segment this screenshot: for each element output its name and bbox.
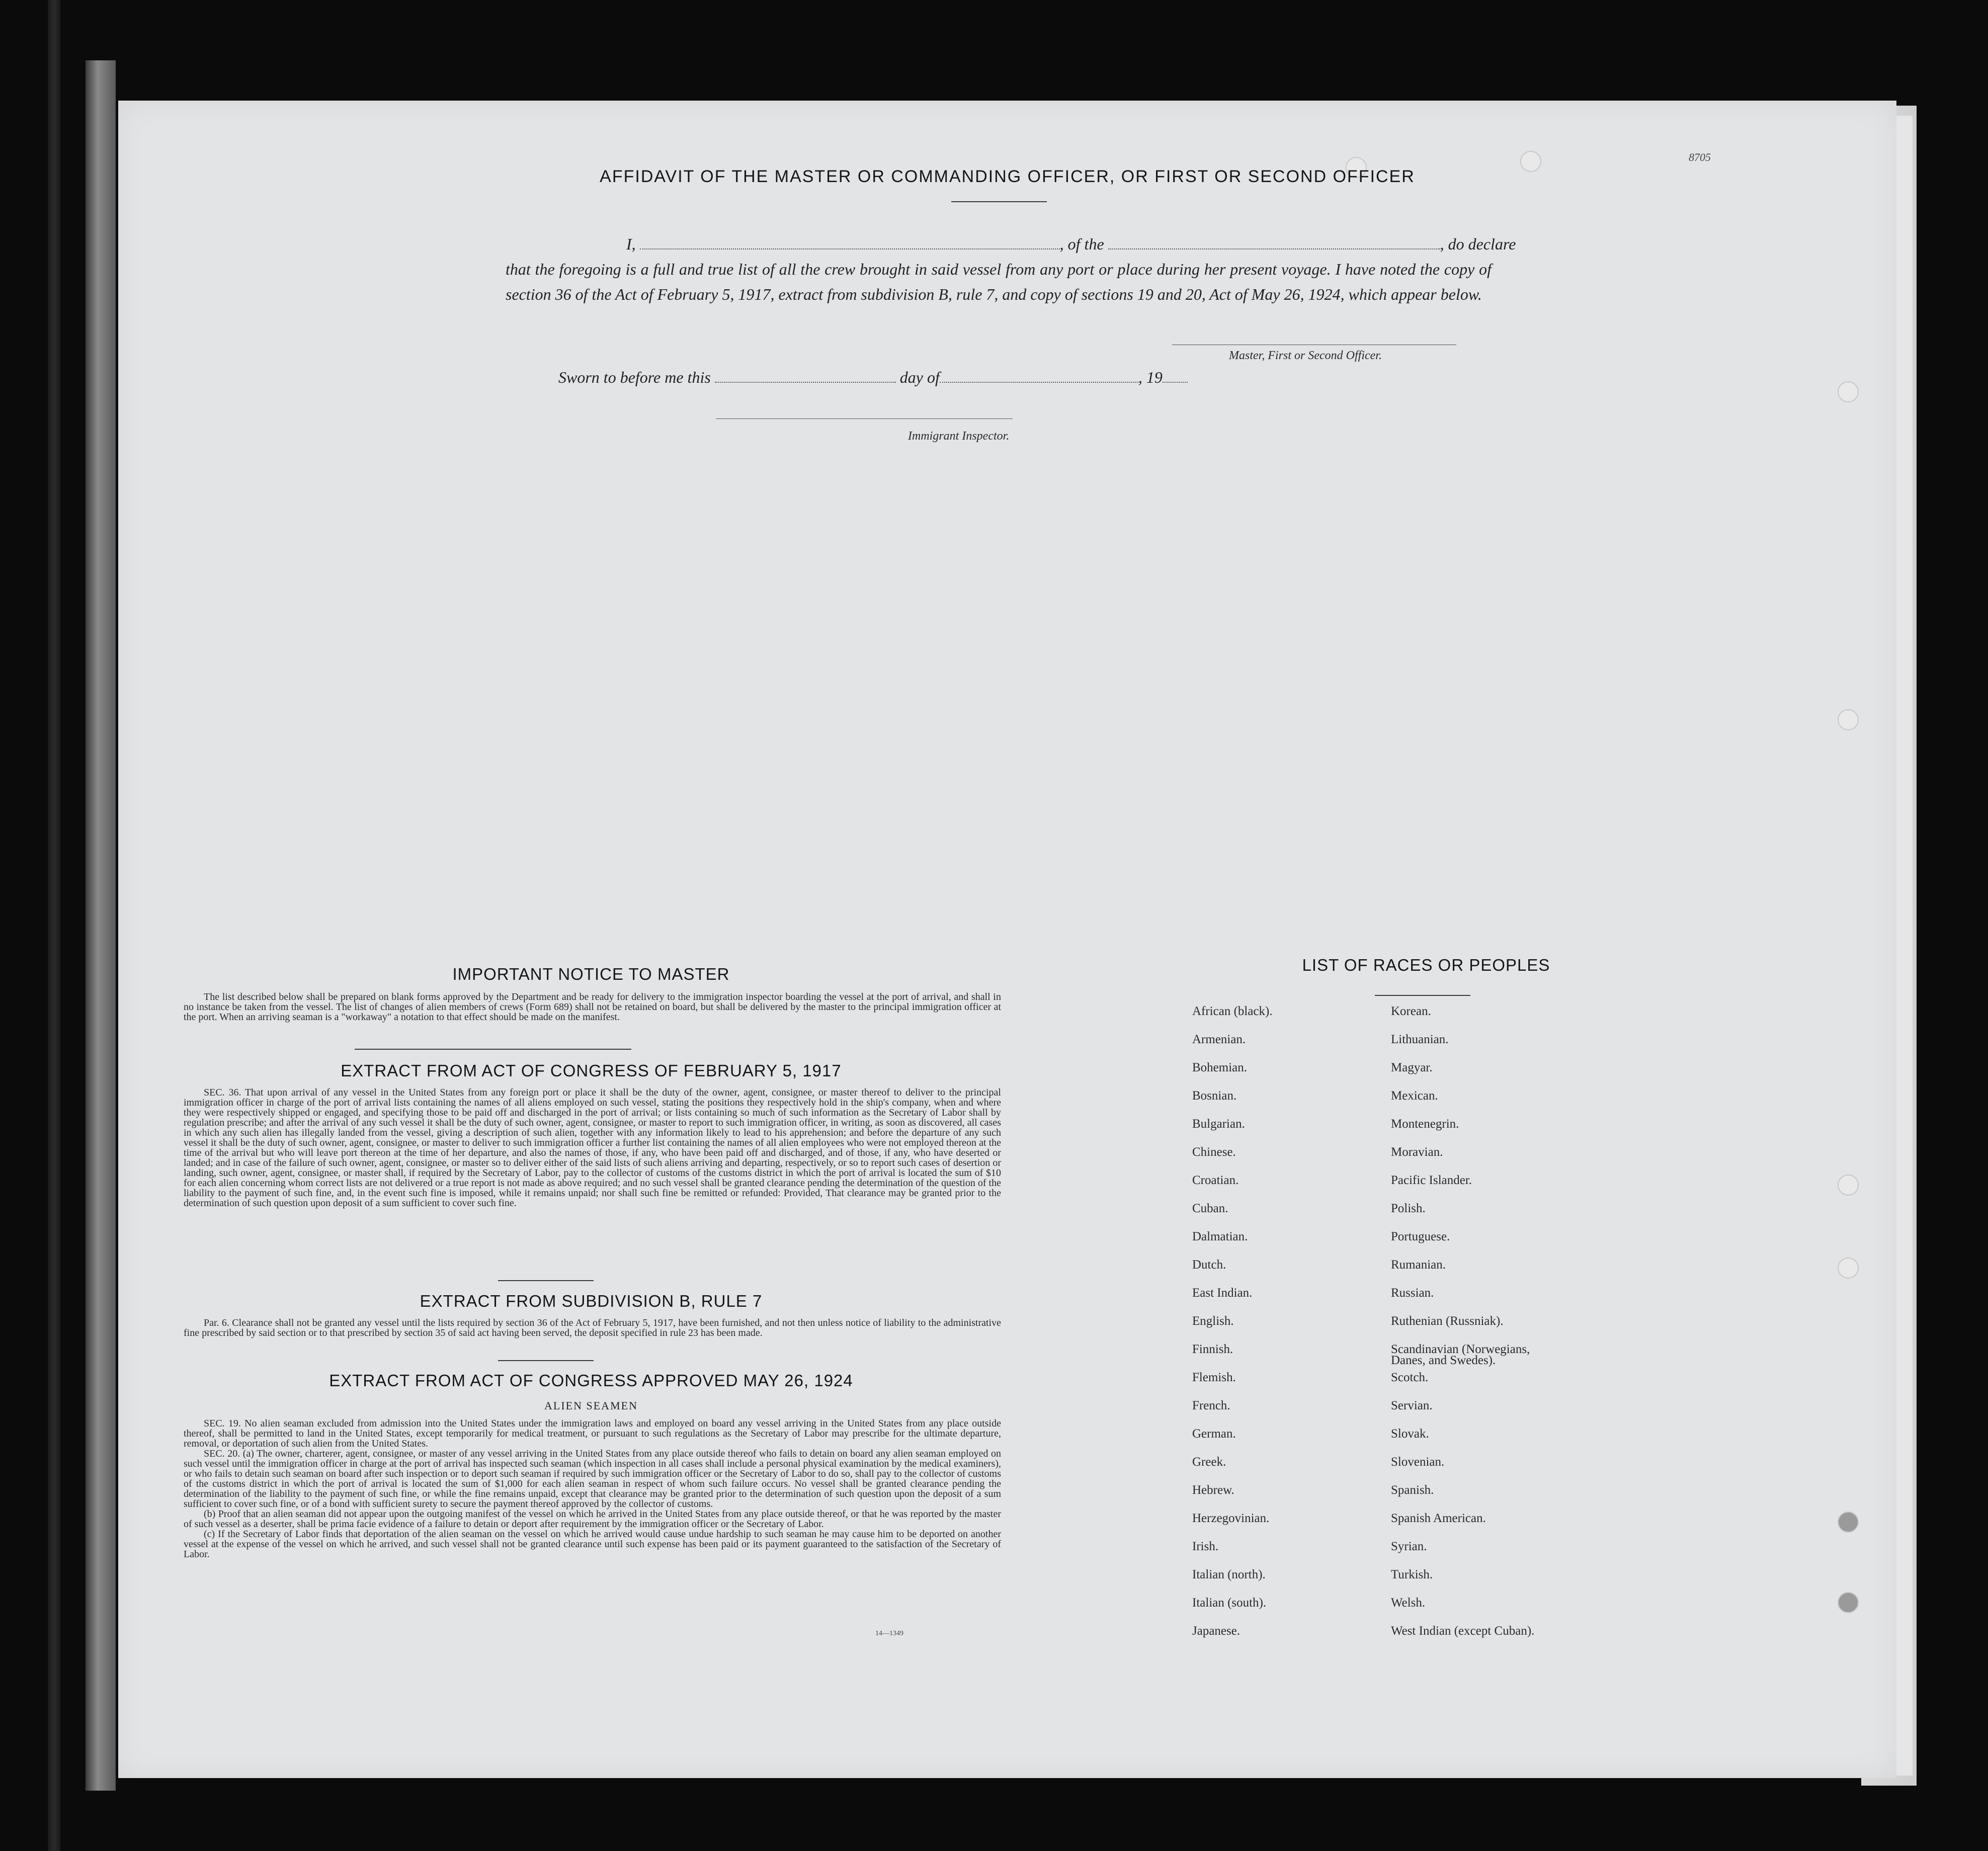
race-item: Bohemian. xyxy=(1192,1061,1248,1074)
races-left-column xyxy=(1192,1006,1273,1654)
race-item: Italian (north). xyxy=(1192,1568,1266,1581)
sec-20b-paragraph: (b) Proof that an alien seaman did not appear upon the outgoing manifest of the vessel on which he arrived in the United States from any place outside thereof, or that he was reported by the master of such vessel as a deserter, shall be prima facie evidence of a failure to detain or deport after requirement by the immigration officer or the Secretary of Labor. xyxy=(184,1508,1001,1530)
race-item: Flemish. xyxy=(1192,1371,1236,1384)
title-underline xyxy=(951,201,1047,202)
name-blank xyxy=(640,248,1060,249)
race-item: English. xyxy=(1192,1314,1234,1328)
binding-edge xyxy=(86,60,116,1791)
divider xyxy=(498,1360,594,1361)
inspector-signature-line xyxy=(716,418,1013,419)
notice-title: IMPORTANT NOTICE TO MASTER xyxy=(452,965,730,983)
declaration-end: , do declare xyxy=(1440,235,1516,253)
master-label: Master, First or Second Officer. xyxy=(1229,349,1382,362)
scanner-edge xyxy=(48,0,60,1851)
sworn-day-blank xyxy=(715,381,896,383)
race-item: Mexican. xyxy=(1391,1089,1438,1103)
race-item: Bosnian. xyxy=(1192,1089,1237,1103)
race-item: French. xyxy=(1192,1399,1230,1412)
race-item: Magyar. xyxy=(1391,1061,1433,1074)
races-right-column xyxy=(1391,1006,1557,1654)
race-item: African (black). xyxy=(1192,1004,1273,1018)
sworn-month-blank xyxy=(940,381,1138,383)
race-item: Welsh. xyxy=(1391,1596,1426,1610)
race-item: Scotch. xyxy=(1391,1371,1429,1384)
form-number: 14—1349 xyxy=(875,1630,903,1637)
race-item: Turkish. xyxy=(1391,1568,1433,1581)
sec-19-paragraph: SEC. 19. No alien seaman excluded from admission into the United States under the immigration laws and employed on board any vessel arriving in the United States from any place outside thereof, shall be permitted to land in the United States, except temporarily for medical treatment, or pursuant to such regulations as the Secretary of Labor may prescribe for the ultimate departure, removal, or deportation of such alien from the United States. xyxy=(184,1418,1001,1449)
race-item: Rumanian. xyxy=(1391,1258,1446,1272)
extract-1917-paragraph: SEC. 36. That upon arrival of any vessel in the United States from any foreign port or place it shall be the duty of the owner, agent, consignee, or master thereof to deliver to the principal immigration officer in charge of the port of arrival lists containing the names of all aliens employed on such vessel, stating the positions they respectively hold in the ship's company, when and where they were respectively shipped or engaged, and specifying those to be paid off and discharged in the port of arrival; or lists containing so much of such information as the Secretary of Labor shall by regulation prescribe; and after the arrival of any such vessel it shall be the duty of such owner, agent, consignee, or master to report to such immigration officer, in writing, as soon as discovered, all cases in which any such alien has illegally landed from the vessel, giving a description of such alien, together with any information likely to lead to his apprehension; and before the departure of any such vessel it shall be the duty of such owner, agent, consignee, or master to deliver to such immigration officer a further list containing the names of all alien employees who were not employed thereon at the time of the arrival but who will leave port thereon at the time of her departure, and also the names of those, if any, who have been paid off and discharged, and of those, if any, who have deserted or landed; and in case of the failure of such owner, agent, consignee, or master so to deliver either of the said lists of such aliens arriving and departing, respectively, or so to report such cases of desertion or landing, such owner, agent, consignee, or master shall, if required by the Secretary of Labor, pay to the collector of customs of the customs district in which the port of arrival is located the sum of $10 for each alien concerning whom correct lists are not delivered or a true report is not made as above required; and no such vessel shall be granted clearance pending the determination of the question of the liability to the payment of such fine, and, in the event such fine is imposed, while it remains unpaid; nor shall such fine be remitted or refunded: Provided, That clearance may be granted prior to the determination of such question upon deposit of a sum sufficient to cover such fine. xyxy=(184,1087,1001,1209)
race-item: Dalmatian. xyxy=(1192,1230,1248,1243)
race-item: Servian. xyxy=(1391,1399,1433,1412)
vessel-blank xyxy=(1108,248,1440,249)
sec-20a-paragraph: SEC. 20. (a) The owner, charterer, agent, consignee, or master of any vessel arriving in the United States from any place outside thereof who fails to detain on board any alien seaman employed on such vessel until the immigration officer in charge at the port of arrival has inspected such seaman (which inspection in all cases shall include a personal physical examination by the medical examiners), or who fails to detain such seaman on board after such inspection or to deport such seaman if required by such immigration officer or the Secretary of Labor to do so, shall pay to the collector of customs of the customs district in which the port of arrival is located the sum of $1,000 for each alien seaman in respect of whom such failure occurs. No vessel shall be granted clearance pending the determination of the liability to the payment of such fine, or while the fine remains unpaid, except that clearance may be granted prior to the determination of such question upon the deposit of a sum sufficient to cover such fine, or of a bond with sufficient surety to secure the payment thereof approved by the collector of customs. xyxy=(184,1448,1001,1509)
sworn-prefix: Sworn to before me this xyxy=(558,368,711,386)
race-item: Spanish. xyxy=(1391,1483,1434,1497)
race-item: Chinese. xyxy=(1192,1145,1236,1159)
sworn-year: , 19 xyxy=(1138,368,1163,386)
corner-number: 8705 xyxy=(1689,151,1711,163)
race-item: Bulgarian. xyxy=(1192,1117,1245,1131)
extract-1917-text xyxy=(184,1087,1001,1208)
race-item: German. xyxy=(1192,1427,1236,1441)
race-item: Armenian. xyxy=(1192,1033,1246,1046)
rule-7-text xyxy=(184,1318,1001,1338)
sworn-year-blank xyxy=(1163,381,1188,383)
sec-20c-paragraph: (c) If the Secretary of Labor finds that deportation of the alien seaman on the vessel on which he arrived would cause undue hardship to such seaman he may cause him to be deported on another vessel at the expense of the vessel on which he arrived, and such vessel shall not be granted clearance until such expense has been paid or its payment guaranteed to the satisfaction of the Secretary of Labor. xyxy=(184,1529,1001,1560)
notice-paragraph: The list described below shall be prepared on blank forms approved by the Department and be ready for delivery to the immigration inspector boarding the vessel at the port of arrival, and shall in no instance be taken from the vessel. The list of changes of alien members of crews (Form 689) shall not be retained on board, but shall be delivered by the master to the principal immigration officer at the port. When an arriving seaman is a "workaway" a notation to that effect should be made on the manifest. xyxy=(184,991,1001,1023)
race-item: Montenegrin. xyxy=(1391,1117,1459,1131)
divider xyxy=(498,1280,594,1281)
extract-1917-title: EXTRACT FROM ACT OF CONGRESS OF FEBRUARY 5, 1917 xyxy=(341,1061,842,1080)
race-item: Lithuanian. xyxy=(1391,1033,1449,1046)
punch-hole xyxy=(1838,709,1859,730)
race-item: Korean. xyxy=(1391,1004,1431,1018)
sworn-line xyxy=(558,368,1188,387)
punch-hole xyxy=(1838,1174,1859,1196)
declaration-start: I, xyxy=(626,235,636,253)
race-item: East Indian. xyxy=(1192,1286,1253,1300)
race-item: Moravian. xyxy=(1391,1145,1443,1159)
race-item: Herzegovinian. xyxy=(1192,1511,1270,1525)
affidavit-body xyxy=(506,231,1516,307)
extract-1924-text xyxy=(184,1418,1001,1559)
race-item: Syrian. xyxy=(1391,1540,1427,1553)
race-item: Japanese. xyxy=(1192,1624,1240,1638)
race-item: Greek. xyxy=(1192,1455,1226,1469)
punch-hole xyxy=(1838,1511,1859,1533)
rule-7-paragraph: Par. 6. Clearance shall not be granted any vessel until the lists required by section 36 of the Act of February 5, 1917, have been furnished, and not then unless notice of liability to the administrative fine prescribed by said section or to that prescribed by section 35 of said act having been served, the deposit specified in rule 23 has been made. xyxy=(184,1317,1001,1338)
race-item: Cuban. xyxy=(1192,1202,1228,1215)
race-item: Slovak. xyxy=(1391,1427,1429,1441)
race-item: Ruthenian (Russniak). xyxy=(1391,1314,1504,1328)
punch-hole xyxy=(1838,1592,1859,1613)
race-item: Dutch. xyxy=(1192,1258,1226,1272)
race-item: Pacific Islander. xyxy=(1391,1173,1472,1187)
affidavit-title: AFFIDAVIT OF THE MASTER OR COMMANDING OFFICER, OR FIRST OR SECOND OFFICER xyxy=(600,167,1415,186)
race-item: Polish. xyxy=(1391,1202,1426,1215)
race-item: Russian. xyxy=(1391,1286,1434,1300)
race-item: West Indian (except Cuban). xyxy=(1391,1624,1535,1638)
race-item: Italian (south). xyxy=(1192,1596,1267,1610)
race-item: Spanish American. xyxy=(1391,1511,1486,1525)
declaration-text: that the foregoing is a full and true list of all the crew brought in said vessel from any port or place during her present voyage. I have noted the copy of section 36 of the Act of February 5, 1917, extract from subdivision B, rule 7, and copy of sections 19 and 20, Act of May 26, 1924, which appear below. xyxy=(506,260,1492,303)
punch-hole xyxy=(1838,1257,1859,1279)
inspector-label: Immigrant Inspector. xyxy=(908,430,1010,443)
divider xyxy=(355,1049,631,1050)
race-item: Finnish. xyxy=(1192,1342,1233,1356)
race-item: Scandinavian (Norwegians, Danes, and Swedes). xyxy=(1391,1342,1530,1367)
races-title: LIST OF RACES OR PEOPLES xyxy=(1302,956,1550,974)
document-page xyxy=(118,101,1896,1778)
alien-seamen-subtitle: ALIEN SEAMEN xyxy=(544,1399,638,1412)
race-item: Croatian. xyxy=(1192,1173,1239,1187)
notice-text xyxy=(184,992,1001,1022)
extract-1924-title: EXTRACT FROM ACT OF CONGRESS APPROVED MAY 26, 1924 xyxy=(329,1371,853,1390)
races-underline xyxy=(1375,995,1470,996)
race-item: Irish. xyxy=(1192,1540,1219,1553)
race-item: Slovenian. xyxy=(1391,1455,1445,1469)
punch-hole xyxy=(1838,381,1859,402)
race-item: Portuguese. xyxy=(1391,1230,1450,1243)
declaration-mid: , of the xyxy=(1059,235,1104,253)
sworn-day-label: day of xyxy=(899,368,940,386)
rule-7-title: EXTRACT FROM SUBDIVISION B, RULE 7 xyxy=(420,1292,763,1310)
race-item: Hebrew. xyxy=(1192,1483,1234,1497)
